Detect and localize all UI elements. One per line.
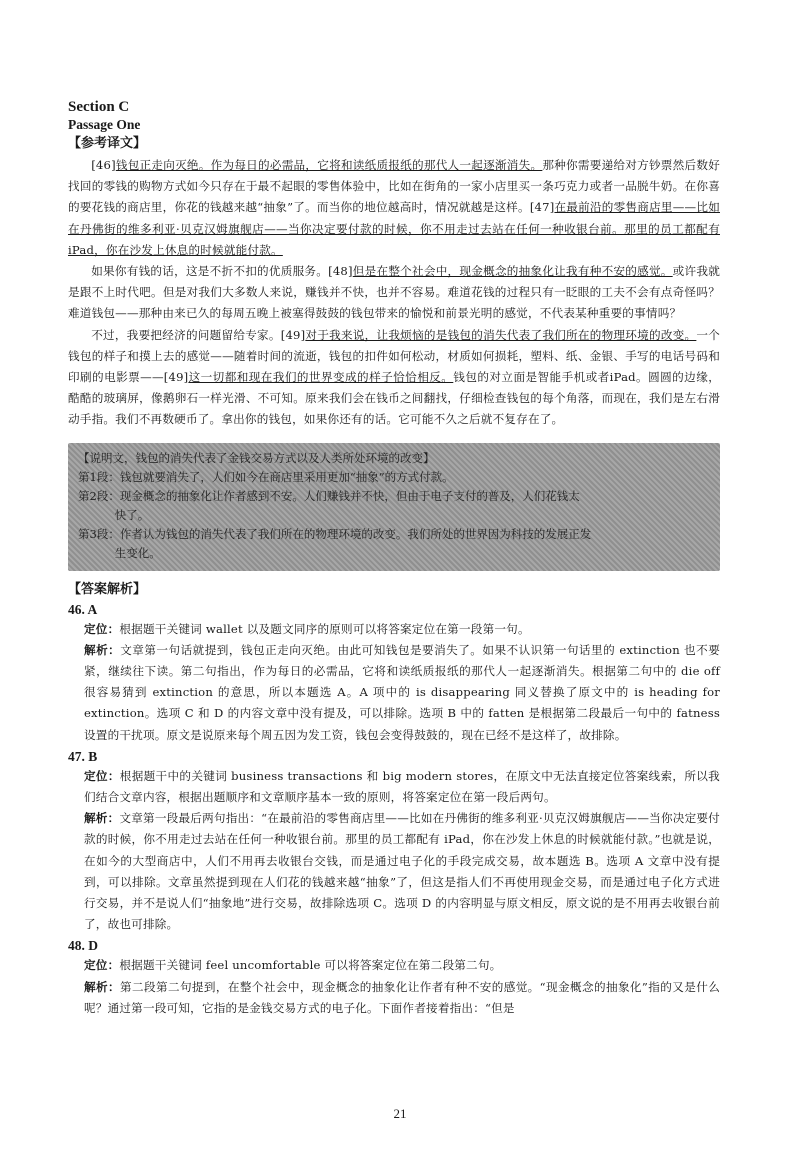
analysis-line [84,977,720,1019]
question-number: 47. B [68,748,98,764]
analysis-label: 解析： [84,811,120,826]
summary-line: 快了。 [114,507,150,522]
question-number: 46. A [68,601,98,617]
paragraph-2 [68,261,720,325]
underlined-text: 在最前沿的零售商店里——比如在丹佛街的维多利亚·贝克汉姆旗舰店——当你决定要付款的时候，你不用走过去站在任何一种收银台前。那里的员工都配有iPad，你在沙发上休息的时候就能付款。 [68,200,720,257]
locate-label: 定位： [84,768,120,783]
locate-text: 根据题干关键词 feel uncomfortable 可以将答案定位在第二段第二句。 [119,958,502,973]
paragraph-1 [68,155,720,261]
underlined-text: 但是在整个社会中，现金概念的抽象化让我有种不安的感觉。 [352,264,673,279]
underlined-text: 钱包正走向灭绝。作为每日的必需品，它将和读纸质报纸的那代人一起逐渐消失。 [115,158,543,172]
analysis-text: 文章第一段最后两句指出：“在最前沿的零售商店里——比如在丹佛街的维多利亚·贝克汉姆旗舰店——当你决定要付款的时候，你不用走过去站在任何一种收银台前。那里的员工都配有 iPad，你在沙发上休息的时候就能付款。”也就是说，在如今的大型商店中，人们不用再去收银台交钱，而是通过电子化的手段完成交易，故本题选 B。选项 A 文章中没有提到，可以排除。文章虽然提到现在人们花的钱越来越“抽象”了，但这是指人们不再使用现金交易，而是通过电子化方式进行交易，并不是说人们“抽象地”进行交易，故排除选项 C。选项 D 的内容明显与原文相反，原文说的是不用再去收银台前了，故也可排除。 [84,811,720,932]
underlined-text: 这一切都和现在我们的世界变成的样子恰恰相反。 [188,370,454,385]
page-number: 21 [393,1106,407,1121]
paragraph-3 [68,325,720,431]
marker-47: [47] [529,200,555,215]
locate-label: 定位： [84,958,120,973]
page-content [68,98,720,1019]
summary-line: 第1段：钱包就要消失了，人们如今在商店里采用更加“抽象”的方式付款。 [78,469,454,484]
analysis-label: 解析： [84,979,120,994]
analysis-label: 解析： [84,642,121,657]
summary-line: 第3段：作者认为钱包的消失代表了我们所在的物理环境的改变。我们所处的世界因为科技的发展正发 [78,526,592,541]
marker-48: [48] [328,264,353,279]
question-46 [68,601,720,746]
analysis-line [84,808,720,935]
locate-line [84,619,720,640]
question-number: 48. D [68,938,98,954]
paragraph-text: 一个钱包的样子和摸上去的感觉——随着时间的流逝，钱包的扣件如何松动，材质如何损耗，塑料、纸、金银、手写的电话号码和印刷的电影票—— [68,327,721,385]
analysis-text: 第二段第二句提到，在整个社会中，现金概念的抽象化让作者有种不安的感觉。“现金概念的抽象化”指的又是什么呢？通过第一段可知，它指的是金钱交易方式的电子化。下面作者接着指出：“但是 [84,979,720,1015]
question-47 [68,748,720,936]
summary-line: 【说明文，钱包的消失代表了金钱交易方式以及人类所处环境的改变】 [78,450,435,465]
paragraph-text: 那种你需要递给对方钞票然后数好找回的零钱的购物方式如今只存在于最不起眼的零售体验中，比如在街角的一家小店里买一条巧克力或者一品脱牛奶。在你喜的要花钱的商店里，你花的钱越来越“抽象”了。而当你的地位越高时，情况就越是这样。 [68,158,720,215]
analysis-text: 文章第一句话就提到，钱包正走向灭绝。由此可知钱包是要消失了。如果不认识第一句话里的 extinction 也不要紧，继续往下读。第二句指出，作为每日的必需品，它将和读纸质报纸的那代人一起逐渐消失。根据第二句中的 die off 很容易猜到 extinction 的意思，所以本题选 A。A 项中的 is disappearing 同义替换了原文中的 is heading for extinction。选项 C 和 D 的内容文章中没有提及，可以排除。选项 B 中的 fatten 是根据第二段最后一句中的 fatness 设置的干扰项。原文是说原来每个周五因为发工资，钱包会变得鼓鼓的，现在已经不是这样了，故排除。 [84,642,720,742]
summary-box [68,443,720,571]
paragraph-text: 或许我就是跟不上时代吧。但是对我们大多数人来说，赚钱并不快，也并不容易。难道花钱的过程只有一眨眼的工夫不会有点奇怪吗？难道钱包——那种由来已久的每周五晚上被塞得鼓鼓的钱包带来的愉悦和前景光明的感觉，不代表某种重要的事情吗？ [68,264,720,321]
summary-line: 第2段：现金概念的抽象化让作者感到不安。人们赚钱并不快，但由于电子支付的普及，人们花钱太 [78,488,580,503]
passage-title: Passage One [68,117,141,132]
marker-49b: [49] [163,370,189,385]
summary-line: 生变化。 [114,545,161,560]
answer-heading: 【答案解析】 [68,581,147,597]
marker-46: [46] [91,158,116,172]
paragraph-text: 钱包的对立面是智能手机或者iPad。圆圆的边缘，酷酷的玻璃屏，像鹅卵石一样光滑、不可知。原来我们会在钱币之间翻找，仔细检查钱包的每个角落，而现在，我们是左右滑动手指。我们不再数硬币了。拿出你的钱包，如果你还有的话。它可能不久之后就不复存在了。 [68,370,721,427]
locate-line [84,766,720,808]
locate-label: 定位： [84,621,120,636]
analysis-line [84,640,720,746]
locate-text: 根据题干中的关键词 business transactions 和 big modern stores，在原文中无法直接定位答案线索，所以我们结合文章内容，根据出题顺序和文章顺序基本一致的原则，将答案定位在第一段后两句。 [84,768,720,805]
locate-text: 根据题干关键词 wallet 以及题文同序的原则可以将答案定位在第一段第一句。 [119,621,530,636]
marker-49: [49] [280,327,306,342]
paragraph-text: 不过，我要把经济的问题留给专家。 [91,327,281,342]
question-48 [68,937,720,1019]
paragraph-text: 如果你有钱的话，这是不折不扣的优质服务。 [91,264,329,279]
translation-heading: 【参考译文】 [68,136,147,151]
locate-line [84,955,720,976]
section-title: Section C [68,99,130,115]
underlined-text: 对于我来说，让我烦恼的是钱包的消失代表了我们所在的物理环境的改变。 [305,327,697,342]
